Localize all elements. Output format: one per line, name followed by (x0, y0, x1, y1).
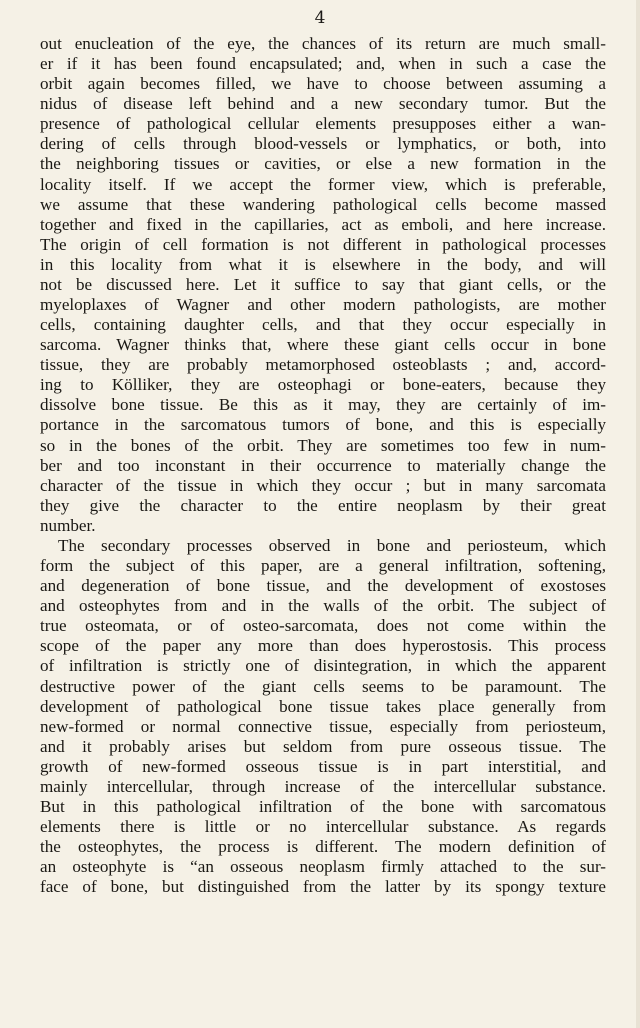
text-line: tissue, they are probably metamorphosed osteoblasts ; and, accord- (40, 355, 606, 375)
text-line: locality itself. If we accept the former view, which is preferable, (40, 174, 606, 194)
text-line: ing to Kölliker, they are osteophagi or bone-eaters, because they (40, 375, 606, 395)
body-text (40, 34, 606, 897)
text-line: face of bone, but distinguished from the latter by its spongy texture (40, 877, 606, 897)
text-line: of infiltration is strictly one of disintegration, in which the apparent (40, 656, 606, 676)
text-line: The origin of cell formation is not different in pathological processes (40, 234, 606, 254)
text-line: destructive power of the giant cells seems to be paramount. The (40, 676, 606, 696)
text-line: and degeneration of bone tissue, and the development of exostoses (40, 576, 606, 596)
text-line: portance in the sarcomatous tumors of bone, and this is especially (40, 415, 606, 435)
text-line: they give the character to the entire neoplasm by their great (40, 495, 606, 515)
page-number: 4 (314, 8, 326, 28)
text-line: scope of the paper any more than does hyperostosis. This process (40, 636, 606, 656)
text-line: development of pathological bone tissue takes place generally from (40, 696, 606, 716)
text-line: true osteomata, or of osteo-sarcomata, does not come within the (40, 616, 606, 636)
text-line: character of the tissue in which they occur ; but in many sarcomata (40, 475, 606, 495)
text-line: not be discussed here. Let it suffice to say that giant cells, or the (40, 274, 606, 294)
text-line: the osteophytes, the process is different. The modern definition of (40, 837, 606, 857)
text-line: number. (40, 515, 96, 535)
text-line: new-formed or normal connective tissue, especially from periosteum, (40, 716, 606, 736)
text-line: ber and too inconstant in their occurrence to materially change the (40, 455, 606, 475)
text-line: myeloplaxes of Wagner and other modern pathologists, are mother (40, 295, 606, 315)
text-line: in this locality from what it is elsewhere in the body, and will (40, 254, 606, 274)
text-line: dissolve bone tissue. Be this as it may, they are certainly of im- (40, 395, 606, 415)
text-line: form the subject of this paper, are a general infiltration, softening, (40, 556, 606, 576)
text-line: and it probably arises but seldom from pure osseous tissue. The (40, 736, 606, 756)
text-line: an osteophyte is “an osseous neoplasm firmly attached to the sur- (40, 857, 606, 877)
text-line: growth of new-formed osseous tissue is in part interstitial, and (40, 756, 606, 776)
text-line: out enucleation of the eye, the chances of its return are much small- (40, 34, 606, 53)
text-line: presence of pathological cellular elements presupposes either a wan- (40, 114, 606, 134)
text-line: cells, containing daughter cells, and that they occur especially in (40, 315, 606, 335)
text-line: mainly intercellular, through increase of the intercellular substance. (40, 776, 606, 796)
text-line: the neighboring tissues or cavities, or else a new formation in the (40, 154, 606, 174)
page-edge (636, 0, 640, 1028)
text-line: nidus of disease left behind and a new secondary tumor. But the (40, 94, 606, 114)
text-line: er if it has been found encapsulated; and, when in such a case the (40, 54, 606, 74)
text-line: But in this pathological infiltration of the bone with sarcomatous (40, 796, 606, 816)
text-line: sarcoma. Wagner thinks that, where these giant cells occur in bone (40, 335, 606, 355)
text-line: elements there is little or no intercellular substance. As regards (40, 817, 606, 837)
text-line: we assume that these wandering pathological cells become massed (40, 194, 606, 214)
text-line: so in the bones of the orbit. They are sometimes too few in num- (40, 435, 606, 455)
text-line: dering of cells through blood-vessels or lymphatics, or both, into (40, 134, 606, 154)
text-line: orbit again becomes filled, we have to choose between assuming a (40, 74, 606, 94)
text-line: and osteophytes from and in the walls of the orbit. The subject of (40, 596, 606, 616)
text-line: The secondary processes observed in bone and periosteum, which (58, 535, 606, 555)
text-line: together and fixed in the capillaries, act as emboli, and here increase. (40, 214, 606, 234)
